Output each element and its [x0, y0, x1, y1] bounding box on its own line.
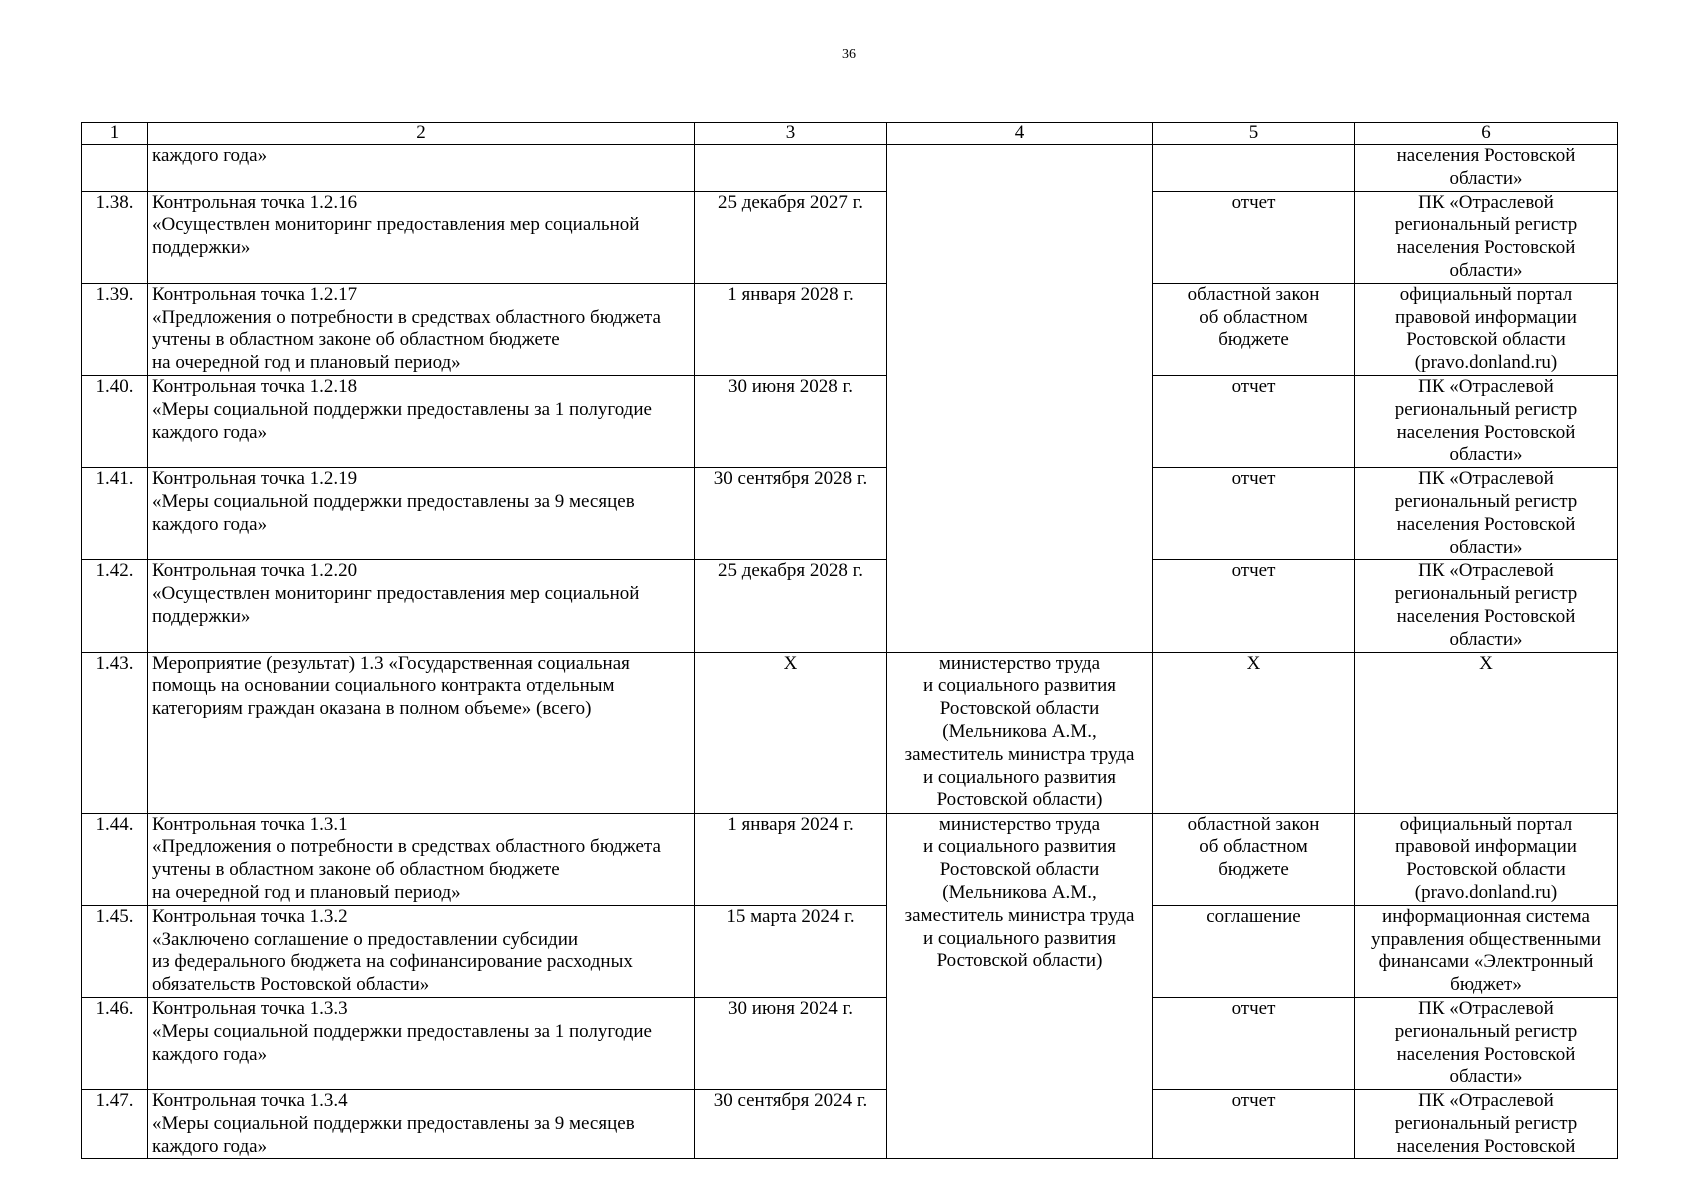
deadline: 25 декабря 2027 г. — [695, 191, 887, 283]
deadline: 25 декабря 2028 г. — [695, 560, 887, 652]
information-system: официальный портал правовой информации Ростовской области (pravo.donland.ru) — [1355, 813, 1618, 905]
information-system: ПК «Отраслевой региональный регистр населения Ростовской области» — [1355, 468, 1618, 560]
event-description: Контрольная точка 1.3.2 «Заключено соглашение о предоставлении субсидии из федерального бюджета на софинансирование расходных обязательств Ростовской области» — [148, 905, 695, 997]
event-description: Контрольная точка 1.2.17 «Предложения о потребности в средствах областного бюджета учтены в областном законе об областном бюджете на очередной год и плановый период» — [148, 283, 695, 375]
column-header-5: 5 — [1153, 123, 1355, 145]
table-row — [82, 652, 1618, 813]
event-description: Контрольная точка 1.2.18 «Меры социальной поддержки предоставлены за 1 полугодие каждого года» — [148, 375, 695, 467]
information-system: ПК «Отраслевой региональный регистр населения Ростовской области» — [1355, 997, 1618, 1089]
row-number: 1.44. — [82, 813, 148, 905]
document-type: Х — [1153, 652, 1355, 813]
deadline: 15 марта 2024 г. — [695, 905, 887, 997]
information-system: ПК «Отраслевой региональный регистр населения Ростовской области» — [1355, 375, 1618, 467]
table-row — [82, 813, 1618, 905]
deadline: 1 января 2024 г. — [695, 813, 887, 905]
table-row — [82, 1090, 1618, 1159]
information-system: Х — [1355, 652, 1618, 813]
row-number: 1.38. — [82, 191, 148, 283]
information-system: ПК «Отраслевой региональный регистр населения Ростовской области» — [1355, 191, 1618, 283]
page-number: 36 — [842, 47, 856, 62]
column-header-3: 3 — [695, 123, 887, 145]
deadline: Х — [695, 652, 887, 813]
responsible-executor-merged-empty — [887, 145, 1153, 653]
table-row — [82, 560, 1618, 652]
event-description: Контрольная точка 1.2.16 «Осуществлен мониторинг предоставления мер социальной поддержки» — [148, 191, 695, 283]
information-system: населения Ростовской области» — [1355, 145, 1618, 192]
plan-table — [81, 122, 1618, 1159]
table-row — [82, 905, 1618, 997]
continuation-row — [82, 145, 1618, 192]
table-row — [82, 191, 1618, 283]
row-number: 1.39. — [82, 283, 148, 375]
row-number: 1.46. — [82, 997, 148, 1089]
document-type: областной закон об областном бюджете — [1153, 813, 1355, 905]
event-description: Мероприятие (результат) 1.3 «Государственная социальная помощь на основании социального контракта отдельным категориям граждан оказана в полном объеме» (всего) — [148, 652, 695, 813]
document-type: отчет — [1153, 560, 1355, 652]
row-number: 1.40. — [82, 375, 148, 467]
responsible-executor-merged: министерство труда и социального развития Ростовской области (Мельникова А.М., заместитель министра труда и социального развития Ростовской области) — [887, 813, 1153, 1159]
row-number: 1.43. — [82, 652, 148, 813]
deadline: 30 сентября 2024 г. — [695, 1090, 887, 1159]
document-type: отчет — [1153, 375, 1355, 467]
event-description: Контрольная точка 1.2.20 «Осуществлен мониторинг предоставления мер социальной поддержки» — [148, 560, 695, 652]
table-row — [82, 283, 1618, 375]
information-system: ПК «Отраслевой региональный регистр населения Ростовской — [1355, 1090, 1618, 1159]
information-system: официальный портал правовой информации Ростовской области (pravo.donland.ru) — [1355, 283, 1618, 375]
document-type: областной закон об областном бюджете — [1153, 283, 1355, 375]
column-header-2: 2 — [148, 123, 695, 145]
document-type: соглашение — [1153, 905, 1355, 997]
document-type: отчет — [1153, 191, 1355, 283]
information-system: информационная система управления общественными финансами «Электронный бюджет» — [1355, 905, 1618, 997]
column-number-row — [82, 123, 1618, 145]
row-number: 1.47. — [82, 1090, 148, 1159]
table-row — [82, 468, 1618, 560]
deadline: 30 сентября 2028 г. — [695, 468, 887, 560]
event-description: Контрольная точка 1.3.1 «Предложения о потребности в средствах областного бюджета учтены в областном законе об областном бюджете на очередной год и плановый период» — [148, 813, 695, 905]
event-description: Контрольная точка 1.3.3 «Меры социальной поддержки предоставлены за 1 полугодие каждого года» — [148, 997, 695, 1089]
deadline: 30 июня 2028 г. — [695, 375, 887, 467]
event-description: каждого года» — [148, 145, 695, 192]
document-type: отчет — [1153, 1090, 1355, 1159]
table-row — [82, 375, 1618, 467]
column-header-6: 6 — [1355, 123, 1618, 145]
document-type — [1153, 145, 1355, 192]
table-row — [82, 997, 1618, 1089]
row-number: 1.41. — [82, 468, 148, 560]
column-header-1: 1 — [82, 123, 148, 145]
column-header-4: 4 — [887, 123, 1153, 145]
deadline: 1 января 2028 г. — [695, 283, 887, 375]
row-number: 1.45. — [82, 905, 148, 997]
row-number: 1.42. — [82, 560, 148, 652]
responsible-executor: министерство труда и социального развития Ростовской области (Мельникова А.М., заместитель министра труда и социального развития Ростовской области) — [887, 652, 1153, 813]
row-number — [82, 145, 148, 192]
event-description: Контрольная точка 1.3.4 «Меры социальной поддержки предоставлены за 9 месяцев каждого года» — [148, 1090, 695, 1159]
event-description: Контрольная точка 1.2.19 «Меры социальной поддержки предоставлены за 9 месяцев каждого года» — [148, 468, 695, 560]
deadline — [695, 145, 887, 192]
deadline: 30 июня 2024 г. — [695, 997, 887, 1089]
document-type: отчет — [1153, 468, 1355, 560]
information-system: ПК «Отраслевой региональный регистр населения Ростовской области» — [1355, 560, 1618, 652]
document-type: отчет — [1153, 997, 1355, 1089]
